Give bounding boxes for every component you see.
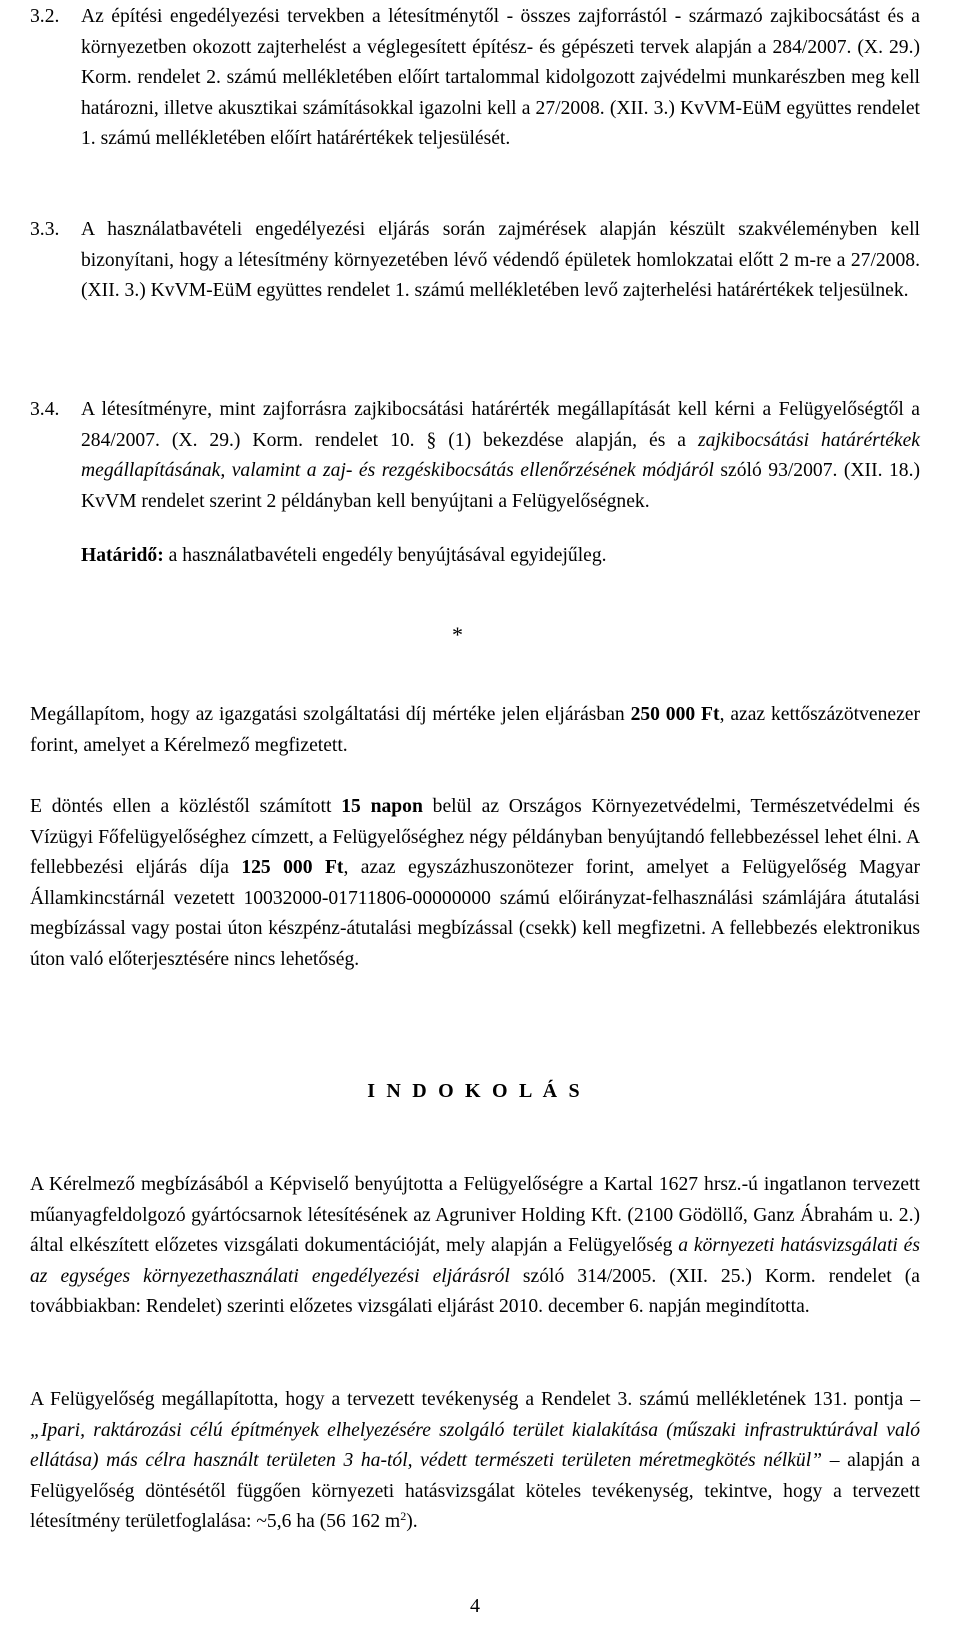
text-run: E döntés ellen a közléstől számított [30, 796, 342, 817]
text-run: Megállapítom, hogy az igazgatási szolgáltatási díj mértéke jelen eljárásban [30, 704, 631, 725]
appeal-days: 15 napon [341, 796, 423, 817]
text-run: belül az Országos Környezetvédelmi, Természetvédelmi és Vízügyi Főfelügyelőséghez címzett, a Felügyelőséghez négy példányban benyújtandó fellebbezéssel lehet élni. A fellebbezési eljárás díja [30, 796, 920, 878]
section-text [81, 395, 920, 517]
section-3-4 [30, 395, 920, 517]
text-run: , azaz kettőszázötvenezer forint, amelyet a Kérelmező megfizetett. [30, 704, 920, 756]
appeal-paragraph [30, 792, 920, 975]
deadline-line [81, 541, 920, 572]
text-run: ). [406, 1511, 418, 1532]
section-number: 3.3. [30, 219, 60, 240]
appeal-fee-amount: 125 000 Ft [241, 857, 344, 878]
text-run: szóló 314/2005. (XII. 25.) Korm. rendelet (a továbbiakban: Rendelet) szerinti előzetes vizsgálati eljárást 2010. december 6. napján megindította. [30, 1265, 920, 1317]
law-title-italic: a környezeti hatásvizsgálati és az egységes környezethasználati engedélyezési eljárásról [30, 1235, 920, 1287]
text-run: A létesítményre, mint zajforrásra zajkibocsátási határérték megállapítását kell kérni a Felügyelőségtől a 284/2007. (X. 29.) Korm. rendelet 10. § (1) bekezdése alapján, és a [81, 399, 920, 451]
quoted-provision-italic: „Ipari, raktározási célú építmények elhelyezésére szolgáló terület kialakítása (műszaki infrastruktúrával való ellátása) más célra használt területen 3 ha-tól, védett természeti területen méretmegkötés nélkül” [30, 1419, 920, 1471]
section-3-3 [30, 215, 920, 307]
text-run: A Kérelmező megbízásából a Képviselő benyújtotta a Felügyelőségre a Kartal 1627 hrsz.-ú ingatlanon tervezett műanyagfeldolgozó gyártócsarnok létesítésének az Agruniver Holding Kft. (2100 Gödöllő, Ganz Ábrahám u. 2.) által elkészített előzetes vizsgálati dokumentációját, mely alapján a Felügyelőség [30, 1174, 920, 1256]
section-text: Az építési engedélyezési tervekben a létesítménytől - összes zajforrástól - származó zajkibocsátást és a környezetben okozott zajterhelést a véglegesített építész- és gépészeti tervek alapján a 284/2007. (X. 29.) Korm. rendelet 2. számú mellékletében előírt tartalommal kidolgozott zajvédelmi munkarészben meg kell határozni, illetve akusztikai számításokkal igazolni kell a 27/2008. (XII. 3.) KvVM-EüM együttes rendelet 1. számú mellékletében előírt határértékek teljesülését. [81, 6, 920, 149]
text-run: – alapján a Felügyelőség döntésétől függően környezeti hatásvizsgálat köteles tevékenység, tekintve, hogy a tervezett létesítmény területfoglalása: ~5,6 ha (56 162 m [30, 1450, 920, 1532]
section-number: 3.4. [30, 399, 60, 420]
deadline-label: Határidő: [81, 545, 164, 566]
text-run: A Felügyelőség megállapította, hogy a tervezett tevékenység a Rendelet 3. számú mellékletének 131. pontja – [30, 1389, 920, 1410]
section-3-2 [30, 2, 920, 155]
superscript: 2 [400, 1509, 407, 1523]
section-heading-indokolas: I N D O K O L Á S [367, 1080, 583, 1102]
text-run: , azaz egyszázhuszonötezer forint, amelyet a Felügyelőség Magyar Államkincstárnál vezetett 10032000-01711806-00000000 számú előirányzat-felhasználási számlájára átutalási megbízással vagy postai úton készpénz-átutalási megbízással (csekk) kell megfizetni. A fellebbezés elektronikus úton való előterjesztésére nincs lehetőség. [30, 857, 921, 970]
reasoning-paragraph-1 [30, 1170, 920, 1323]
separator-asterisk: * [452, 622, 463, 647]
section-number: 3.2. [30, 6, 60, 27]
law-title-italic: zajkibocsátási határértékek megállapításának, valamint a zaj- és rezgéskibocsátás ellenőrzésének módjáról [81, 429, 920, 481]
reasoning-paragraph-2 [30, 1385, 920, 1538]
deadline-text: a használatbavételi engedély benyújtásával egyidejűleg. [163, 545, 607, 566]
fee-paragraph [30, 700, 920, 761]
section-text: A használatbavételi engedélyezési eljárás során zajmérések alapján készült szakvéleményben kell bizonyítani, hogy a létesítmény környezetében lévő védendő épületek homlokzatai előtt 2 m-re a 27/2008. (XII. 3.) KvVM-EüM együttes rendelet 1. számú mellékletében levő zajterhelési határértékek teljesülnek. [81, 219, 920, 301]
text-run: szóló 93/2007. (XII. 18.) KvVM rendelet szerint 2 példányban kell benyújtani a Felügyelőségnek. [81, 460, 921, 512]
page-number: 4 [470, 1595, 480, 1617]
fee-amount: 250 000 Ft [630, 704, 720, 725]
